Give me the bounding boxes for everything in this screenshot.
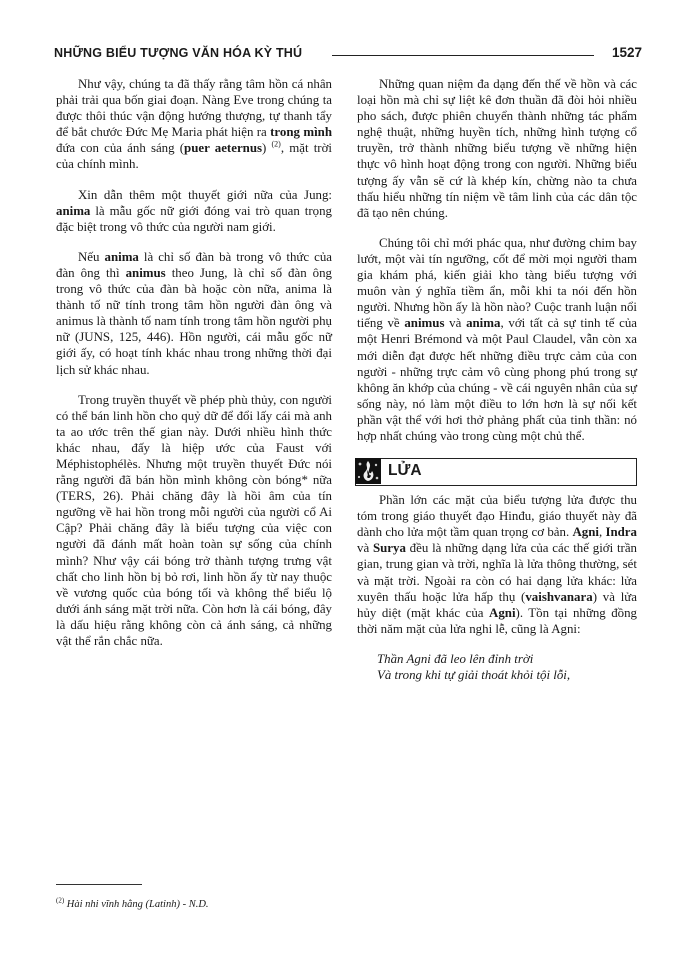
header-rule <box>332 55 594 56</box>
left-column <box>56 76 332 663</box>
paragraph-5: Những quan niệm đa dạng đến thế về hồn và các loại hồn mà chỉ sự liệt kê đơn thuần đã đòi hỏi nhiều pho sách, được phiên chuyển thành những tác phẩm nghệ thuật, những huyền tích, những hình tượng cổ truyền, trở thành những biểu tượng về những hiện thực vô hình hoạt động trong con người. Những biểu tượng ấy vẫn sẽ cứ là khép kín, chừng nào ta chưa thấu hiểu những tín niệm về tâm linh của các dân tộc đã tạo nên chúng. <box>357 77 637 220</box>
footnote-text: $^{(2)}$ Hài nhi vĩnh hằng (Latinh) - N.D. <box>56 896 209 910</box>
footnote-rule <box>56 884 142 885</box>
paragraph-1: Như vậy, chúng ta đã thấy rằng tâm hồn cá nhân phải trải qua bốn giai đoạn. Nàng Eve trong chúng ta được thôi thúc vận động hướng thượng, tự thanh tẩy để bắt chước Đức Mẹ Maria phát hiện ra trong mình đứa con của ánh sáng (puer aeternus) $^{(2)}$, mặt trời của chính mình. <box>56 77 332 172</box>
paragraph-4: Trong truyền thuyết về phép phù thủy, con người có thể bán linh hồn cho quỷ dữ để đổi lấy cái mà anh ta ao ước trên thế gian này. Dưới nhiều hình thức khác nhau, đấy là hiệp ước của Faust với Méphistophélès. Nhưng một truyền thuyết Đức nói rằng người đã bán hồn mình không còn bóng* nữa (TERS, 26). Phải chăng đây là hồi âm của tín ngưỡng về hai hồn trong mỗi người của người cổ Ai Cập? Phải chăng đây là biểu tượng của việc con người đã đánh mất hoàn toàn sự sống của chính mình? Như vậy cái bóng trở thành tượng trưng vật chất cho linh hồn bị bỏ rơi, linh hồn ấy từ nay thuộc về vương quốc của bóng tối và không thể biểu lộ dưới ánh sáng mặt trời nữa. Còn hơn là cái bóng, đây là dấu hiệu rằng không còn cả ánh sáng, cả những vật thể rắn chắc nữa. <box>56 392 332 648</box>
paragraph-6: Chúng tôi chỉ mới phác qua, như đường chim bay lướt, một vài tín ngưỡng, cốt để mời mọi người tham gia khám phá, kiến giải kho tàng biểu tượng với muôn vàn ý nghĩa tiềm ẩn, mỗi khi ta nói đến hồn người. Nhưng hồn ấy là hồn nào? Cuộc tranh luận nổi tiếng về animus và anima, với tất cả sự tinh tế của một Henri Brémond và một Paul Claudel, vẫn còn xa mới diễn đạt được hết những điều trực cảm của con người - những trực cảm vô cùng phong phú trong sự không ăn khớp của chúng - về cái nguyên nhân của sự sống này, nó làm một điều to lớn hơn là sự nối kết phần vật thể với hơi thở phảng phất của tinh thần: nó hợp nhất chúng vào trong cùng một chủ thể. <box>357 235 638 443</box>
section-title: LỬA <box>388 462 422 480</box>
running-header <box>54 44 642 66</box>
paragraph-2: Xin dẫn thêm một thuyết giới nữa của Jung: anima là mẫu gốc nữ giới đóng vai trò quan trọng đặc biệt trong vô thức của người nam giới. <box>56 187 332 234</box>
page-number: 1527 <box>611 45 642 60</box>
footnote-ref[interactable]: (2) <box>271 140 281 150</box>
verse-line-2: Và trong khi tự giải thoát khỏi tội lỗi, <box>377 668 571 683</box>
section-heading <box>355 458 637 486</box>
footnote <box>56 884 332 910</box>
verse-line-1: Thần Agni đã leo lên đỉnh trời <box>377 651 534 666</box>
paragraph-3: Nếu anima là chỉ số đàn bà trong vô thức của đàn ông thì animus theo Jung, là chỉ số đàn ông trong vô thức của đàn bà hoặc còn nữa, anima là thành tố nữ tính trong tâm hồn người đàn ông và animus là thành tố nam tính trong tâm hồn người phụ nữ (JUNS, 125, 446). Hồn người, cái mẫu gốc nữ giới ấy, có hoạt tính khác nhau trong những thời đại lịch sử khác nhau. <box>56 249 332 377</box>
paragraph-7: Phần lớn các mặt của biểu tượng lửa được thu tóm trong giáo thuyết đạo Hinđu, giáo thuyết này đã dành cho lửa một tầm quan trọng cơ bản. Agni, Indra và Surya đều là những dạng lửa của các thế giới trần gian, trung gian và trời, nghĩa là lửa thông thường, sét và mặt trời. Ngoài ra còn có hai dạng lửa khác: lửa xuyên thấu hoặc lửa hấp thụ (vaishvanara) và lửa hủy diệt (mặt khác của Agni). Tồn tại những đồng thời năm mặt của lửa nghi lễ, cũng là Agni: <box>357 493 638 636</box>
right-column <box>357 76 637 684</box>
running-title: NHỮNG BIỂU TƯỢNG VĂN HÓA KỲ THÚ <box>54 46 303 60</box>
flame-emblem-icon <box>355 458 381 484</box>
